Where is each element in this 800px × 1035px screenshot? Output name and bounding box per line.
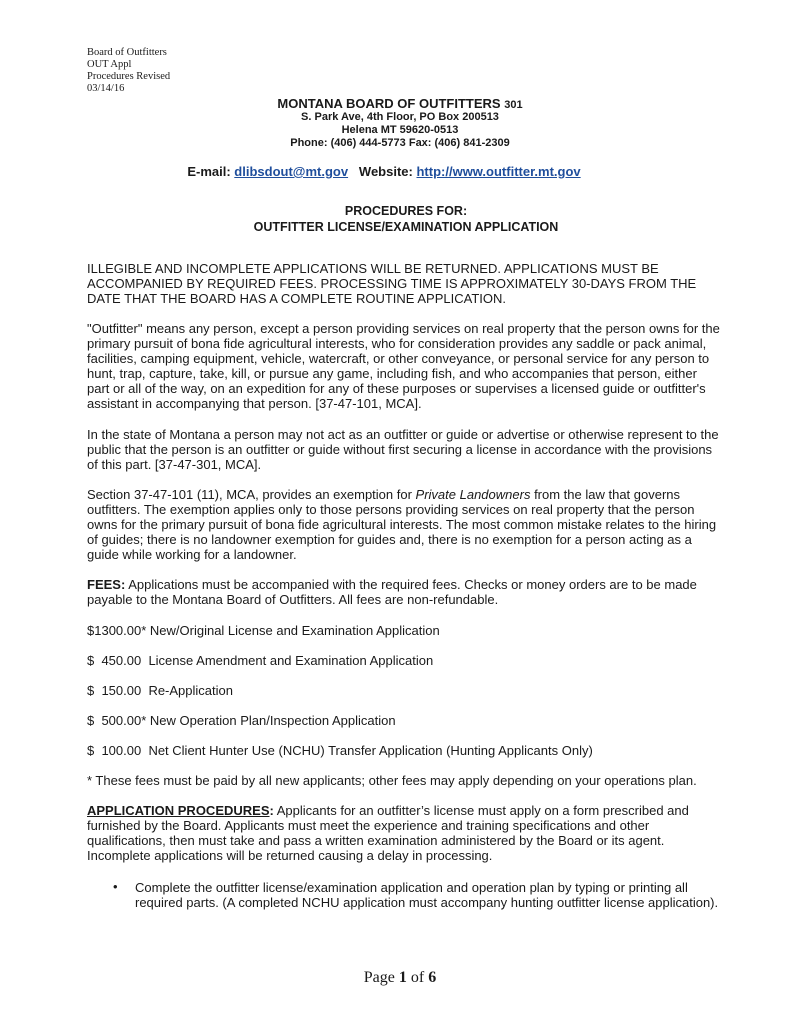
exemption-italic: Private Landowners: [415, 487, 531, 502]
org-name-line: [0, 96, 800, 111]
fees-text: Applications must be accompanied with the required fees. Checks or money orders are to be made payable to the Montana Board of Outfitters. All fees are non-refundable.: [87, 577, 697, 607]
website-label: Website:: [358, 164, 413, 179]
email-label: E-mail:: [187, 164, 231, 179]
fees-paragraph: [87, 577, 747, 607]
landowner-exemption: [87, 487, 747, 562]
org-number: 301: [504, 99, 523, 111]
org-address1: S. Park Ave, 4th Floor, PO Box 200513: [301, 111, 499, 123]
title-line1: PROCEDURES FOR:: [344, 204, 468, 218]
procedures-colon: :: [269, 803, 274, 818]
outfitter-definition: "Outfitter" means any person, except a person providing services on real property that the person owns for the primary pursuit of bona fide agricultural interests, who for consideration provides any saddle or pack animal, facilities, camping equipment, vehicle, watercraft, or other conveyance, or personal service for any person to hunt, trap, capture, take, kill, or pursue any game, including fish, and who accompanies that person, either part or all of the way, on an expedition for any of these purposes or supervises a licensed guide or outfitter's assistant in accompanying that person. [37-47-101, MCA].: [87, 321, 720, 411]
exemption-text-b: from the law that governs outfitters. The exemption applies only to those persons providing services on real property that the person owns for the primary pursuit of bona fide agricultural interests. The most common mistake relates to the hiring of guides; there is no landowner exemption for guides and, there is no exemption for a person acting as a guide while working for a landowner.: [87, 487, 717, 562]
fee-item: $ 150.00 Re-Application: [87, 683, 233, 698]
org-name: MONTANA BOARD OF OUTFITTERS: [277, 96, 501, 111]
procedure-step: Complete the outfitter license/examination application and operation plan by typing or printing all required parts. (A completed NCHU application must accompany hunting outfitter license application).: [135, 880, 719, 910]
procedures-label: APPLICATION PROCEDURES: [87, 803, 270, 818]
fee-item: $ 450.00 License Amendment and Examination Application: [87, 653, 434, 668]
procedures-text: Applicants for an outfitter’s license must apply on a form prescribed and furnished by the Board. Applicants must meet the experience and training specifications and other qualifications, then must take and pass a written examination administered by the Board or its agent. Incomplete applications will be returned causing a delay in processing.: [87, 803, 689, 863]
fee-item: $ 100.00 Net Client Hunter Use (NCHU) Transfer Application (Hunting Applicants Only): [87, 743, 593, 758]
email-link[interactable]: dlibsdout@mt.gov: [234, 164, 349, 179]
org-phone: Phone: (406) 444-5773 Fax: (406) 841-2309: [290, 137, 510, 149]
current-page: 1: [398, 969, 407, 986]
illegible-warning: ILLEGIBLE AND INCOMPLETE APPLICATIONS WILL BE RETURNED. APPLICATIONS MUST BE ACCOMPANIED BY REQUIRED FEES. PROCESSING TIME IS APPROXIMATELY 30-DAYS FROM THE DATE THAT THE BOARD HAS A COMPLETE ROUTINE APPLICATION.: [87, 261, 697, 306]
page-number: [0, 969, 800, 987]
fee-item: $1300.00* New/Original License and Examination Application: [87, 623, 440, 638]
license-requirement: In the state of Montana a person may not act as an outfitter or guide or advertise or otherwise represent to the public that the person is an outfitter or guide without first securing a license in accordance with the provisions of this part. [37-47-301, MCA].: [87, 427, 719, 472]
title-line2: OUTFITTER LICENSE/EXAMINATION APPLICATION: [253, 220, 559, 234]
fees-label: FEES:: [87, 577, 126, 592]
application-procedures: [87, 803, 747, 863]
exemption-text-a: Section 37-47-101 (11), MCA, provides an exemption for: [87, 487, 416, 502]
org-address2: Helena MT 59620-0513: [341, 124, 459, 136]
contact-line: [0, 164, 784, 179]
bullet-icon: •: [113, 879, 118, 894]
revision-note: Board of Outfitters OUT Appl Procedures Revised 03/14/16: [87, 47, 171, 94]
fee-item: $ 500.00* New Operation Plan/Inspection Application: [87, 713, 396, 728]
of-word: of: [410, 969, 425, 986]
total-pages: 6: [428, 969, 437, 986]
page-word: Page: [363, 969, 395, 986]
fees-footnote: * These fees must be paid by all new applicants; other fees may apply depending on your operations plan.: [87, 773, 697, 788]
website-link[interactable]: http://www.outfitter.mt.gov: [416, 164, 581, 179]
